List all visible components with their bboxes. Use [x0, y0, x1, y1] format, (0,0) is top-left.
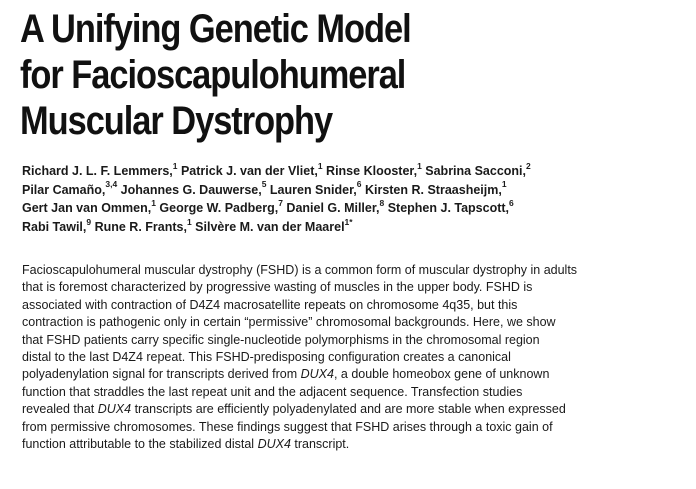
author-name: Pilar Camaño,	[22, 182, 106, 197]
affiliation-marker: 9	[86, 216, 92, 227]
abstract	[22, 262, 682, 453]
abstract-line	[22, 349, 682, 366]
abstract-line	[22, 297, 682, 314]
abstract-text: that FSHD patients carry specific single-nucleotide polymorphisms in the chromosomal region	[22, 332, 540, 347]
author-name: Rune R. Frants,	[91, 219, 187, 234]
affiliation-marker: 1	[151, 198, 156, 209]
abstract-text: associated with contraction of D4Z4 macrosatellite repeats on chromosome 4q35, but this	[22, 297, 518, 312]
author-line	[22, 199, 682, 218]
abstract-text: revealed that	[22, 402, 98, 417]
author-name: Kirsten R. Straasheijm,	[361, 182, 502, 197]
affiliation-marker: 1	[501, 179, 507, 190]
abstract-text: , a double homeobox gene of unknown	[333, 367, 550, 382]
author-line	[22, 218, 682, 237]
title-line: for Facioscapulohumeral	[20, 53, 406, 97]
author-list	[22, 162, 682, 236]
abstract-line	[22, 419, 682, 436]
article-title	[20, 6, 588, 144]
affiliation-marker: 1	[317, 160, 323, 171]
affiliation-marker: 5	[261, 179, 267, 190]
affiliation-marker: 1	[417, 160, 422, 171]
affiliation-marker: 3,4	[105, 179, 118, 190]
affiliation-marker: 2	[526, 160, 531, 171]
title-line: Muscular Dystrophy	[20, 99, 333, 143]
abstract-line	[22, 436, 682, 453]
author-name: Richard J. L. F. Lemmers,	[22, 164, 173, 178]
abstract-text: transcript.	[290, 437, 350, 452]
abstract-text: Facioscapulohumeral muscular dystrophy (FSHD) is a common form of muscular dystrophy in adults	[22, 263, 578, 277]
author-name: Sabrina Sacconi,	[421, 164, 527, 178]
author-name: Stephen J. Tapscott,	[384, 201, 510, 216]
author-name: Daniel G. Miller,	[282, 201, 380, 216]
affiliation-marker: 7	[278, 198, 283, 209]
affiliation-marker: 1*	[344, 216, 353, 227]
title-line: A Unifying Genetic Model	[20, 7, 411, 51]
author-name: Patrick J. van der Vliet,	[177, 164, 318, 178]
abstract-line	[22, 401, 682, 418]
abstract-line	[22, 384, 682, 401]
author-name: George W. Padberg,	[155, 201, 279, 216]
abstract-line	[22, 279, 682, 296]
gene-name: DUX4	[300, 367, 334, 382]
author-name: Rabi Tawil,	[22, 219, 87, 234]
abstract-text: from permissive chromosomes. These findings suggest that FSHD arises through a toxic gain of	[22, 419, 553, 434]
affiliation-marker: 1	[172, 160, 178, 171]
abstract-text: transcripts are efficiently polyadenylated and are more stable when expressed	[131, 402, 566, 417]
abstract-text: contraction is pathogenic only in certain “permissive” chromosomal backgrounds. Here, we show	[22, 315, 556, 330]
abstract-text: function that straddles the last repeat unit and the adjacent sequence. Transfection studies	[22, 384, 523, 399]
abstract-text: that is foremost characterized by progressive wasting of muscles in the upper body. FSHD is	[22, 280, 533, 295]
author-name: Johannes G. Dauwerse,	[117, 182, 262, 197]
affiliation-marker: 6	[356, 179, 362, 190]
abstract-line	[22, 366, 682, 383]
abstract-line	[22, 262, 682, 279]
author-name: Gert Jan van Ommen,	[22, 201, 152, 216]
affiliation-marker: 6	[509, 198, 514, 209]
abstract-text: polyadenylation signal for transcripts derived from	[22, 367, 301, 382]
abstract-line	[22, 332, 682, 349]
author-name: Lauren Snider,	[266, 182, 357, 197]
abstract-text: distal to the last D4Z4 repeat. This FSHD-predisposing configuration creates a canonical	[22, 350, 511, 365]
gene-name: DUX4	[257, 437, 291, 452]
affiliation-marker: 1	[186, 216, 192, 227]
abstract-text: function attributable to the stabilized distal	[22, 437, 258, 452]
author-name: Silvère M. van der Maarel	[191, 219, 345, 234]
affiliation-marker: 8	[379, 198, 385, 209]
author-name: Rinse Klooster,	[322, 164, 418, 178]
author-line	[22, 181, 682, 200]
abstract-line	[22, 314, 682, 331]
gene-name: DUX4	[97, 402, 132, 417]
author-line	[22, 162, 682, 181]
